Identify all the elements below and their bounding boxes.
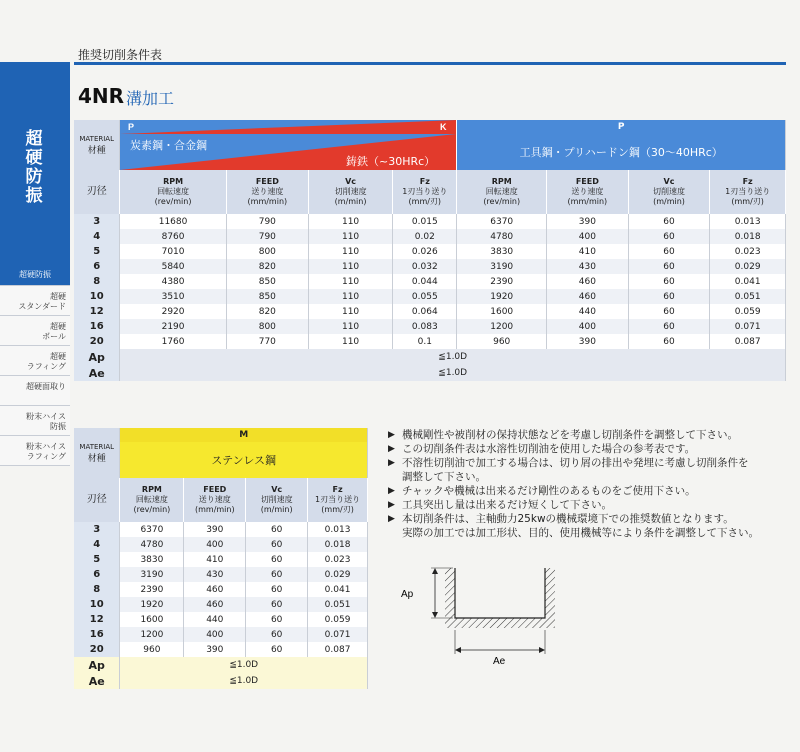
column-header-jp: 1刃当り送り <box>315 495 361 504</box>
ae-row <box>74 365 786 381</box>
value-cell: 850 <box>226 289 308 304</box>
value-cell: 60 <box>628 304 710 319</box>
value-cell: 2190 <box>120 319 226 334</box>
sidebar-item-3[interactable] <box>0 346 70 376</box>
note-text: チャックや機械は出来るだけ剛性のあるものをご使用下さい。 <box>402 485 696 497</box>
sidebar-item-label: 超硬防振 <box>19 270 51 279</box>
sidebar-item-label: 粉末ハイス ラフィング <box>26 442 66 461</box>
table-row <box>74 537 368 552</box>
note-continuation: 実際の加工では加工形状、目的、使用機械等により条件を調整して下さい。 <box>402 527 759 539</box>
bullet-arrow-icon: ▶ <box>388 500 395 510</box>
value-cell: 0.059 <box>308 612 368 627</box>
column-header-unit: (rev/min) <box>133 505 171 514</box>
value-cell: 410 <box>184 552 246 567</box>
value-cell: 0.041 <box>710 274 786 289</box>
value-cell: 770 <box>226 334 308 349</box>
bullet-arrow-icon: ▶ <box>388 486 395 496</box>
column-header-jp: 送り速度 <box>571 187 604 196</box>
column-header-jp: 回転速度 <box>157 187 190 196</box>
note-text: 機械剛性や被削材の保持状態などを考慮し切削条件を調整して下さい。 <box>402 429 738 441</box>
value-cell: 960 <box>120 642 184 657</box>
value-cell: 1200 <box>120 627 184 642</box>
table-row <box>74 244 786 259</box>
value-cell: 0.051 <box>710 289 786 304</box>
value-cell: 3190 <box>457 259 547 274</box>
sidebar-item-5[interactable] <box>0 406 70 436</box>
value-cell: 0.041 <box>308 582 368 597</box>
column-header-unit: (m/min) <box>334 197 367 206</box>
value-cell: 4380 <box>120 274 226 289</box>
value-cell: 390 <box>547 214 629 229</box>
value-cell: 0.055 <box>393 289 457 304</box>
blade-diameter-cell: 12 <box>74 304 120 319</box>
table-row <box>74 214 786 229</box>
code-k-label: K <box>440 122 447 132</box>
value-cell: 0.059 <box>710 304 786 319</box>
value-cell: 60 <box>628 289 710 304</box>
value-cell: 8760 <box>120 229 226 244</box>
value-cell: 790 <box>226 214 308 229</box>
value-cell: 0.023 <box>710 244 786 259</box>
value-cell: 0.032 <box>393 259 457 274</box>
value-cell: 1920 <box>457 289 547 304</box>
value-cell: 1920 <box>120 597 184 612</box>
cutting-conditions-table-p-k <box>74 120 786 381</box>
value-cell: 1600 <box>120 612 184 627</box>
value-cell: 0.1 <box>393 334 457 349</box>
table-row <box>74 567 368 582</box>
value-cell: 460 <box>547 274 629 289</box>
value-cell: 850 <box>226 274 308 289</box>
value-cell: 0.044 <box>393 274 457 289</box>
material-name-stainless: ステンレス鋼 <box>120 442 368 478</box>
sidebar-item-0[interactable] <box>0 260 70 286</box>
value-cell: 2390 <box>120 582 184 597</box>
ae-dimension-label: Ae <box>493 656 506 667</box>
value-cell: 1200 <box>457 319 547 334</box>
value-cell: 820 <box>226 259 308 274</box>
column-header-unit: (mm/min) <box>194 505 235 514</box>
bullet-arrow-icon: ▶ <box>388 430 395 440</box>
column-header <box>308 170 392 214</box>
column-header-en: RPM <box>163 177 184 186</box>
note-item <box>388 512 788 526</box>
value-cell: 0.064 <box>393 304 457 319</box>
value-cell: 790 <box>226 229 308 244</box>
notes-list <box>388 428 788 540</box>
value-cell: 60 <box>628 274 710 289</box>
column-header-unit: (rev/min) <box>483 197 521 206</box>
model-subtitle: 溝加工 <box>126 89 175 108</box>
value-cell: 7010 <box>120 244 226 259</box>
value-cell: 3510 <box>120 289 226 304</box>
value-cell: 110 <box>308 259 392 274</box>
blade-diameter-cell: 20 <box>74 334 120 349</box>
section-title: 推奨切削条件表 <box>78 48 163 62</box>
table-row <box>74 627 368 642</box>
value-cell: 3830 <box>457 244 547 259</box>
bullet-arrow-icon: ▶ <box>388 514 395 524</box>
value-cell: 0.029 <box>308 567 368 582</box>
value-cell: 3830 <box>120 552 184 567</box>
column-header-jp: 1刃当り送り <box>725 187 771 196</box>
material-gradient-bar <box>120 120 456 134</box>
ap-row <box>74 349 786 365</box>
column-header-jp: 回転速度 <box>485 187 518 196</box>
ae-label: Ae <box>74 673 120 689</box>
value-cell: 0.083 <box>393 319 457 334</box>
value-cell: 60 <box>246 612 308 627</box>
column-header-en: RPM <box>141 485 162 494</box>
value-cell: 110 <box>308 244 392 259</box>
column-header-en: RPM <box>491 177 512 186</box>
note-item <box>388 428 788 442</box>
column-header-unit: (m/min) <box>653 197 685 206</box>
value-cell: 0.02 <box>393 229 457 244</box>
material-name-gradient <box>120 134 456 170</box>
bullet-arrow-icon: ▶ <box>388 458 395 468</box>
blade-diameter-cell: 4 <box>74 229 120 244</box>
ae-value: ≦1.0D <box>120 673 368 689</box>
sidebar-item-4[interactable] <box>0 376 70 406</box>
column-header-en: Vc <box>345 177 357 186</box>
value-cell: 460 <box>184 597 246 612</box>
value-cell: 0.018 <box>710 229 786 244</box>
column-header-jp: 切削速度 <box>260 495 293 504</box>
value-cell: 400 <box>547 229 629 244</box>
table-row <box>74 304 786 319</box>
sidebar-item-2[interactable] <box>0 316 70 346</box>
blade-diameter-cell: 10 <box>74 289 120 304</box>
value-cell: 60 <box>246 522 308 537</box>
value-cell: 0.051 <box>308 597 368 612</box>
blade-diameter-cell: 16 <box>74 319 120 334</box>
column-header-en: Fz <box>332 485 343 494</box>
value-cell: 110 <box>308 274 392 289</box>
table-row <box>74 334 786 349</box>
blade-diameter-cell: 5 <box>74 244 120 259</box>
column-header <box>246 478 308 522</box>
column-header-jp: 1刃当り送り <box>402 187 448 196</box>
table-row <box>74 229 786 244</box>
value-cell: 4780 <box>457 229 547 244</box>
column-header-unit: (rev/min) <box>154 197 192 206</box>
blade-diameter-cell: 10 <box>74 597 120 612</box>
value-cell: 110 <box>308 214 392 229</box>
column-header <box>226 170 308 214</box>
value-cell: 11680 <box>120 214 226 229</box>
value-cell: 0.087 <box>308 642 368 657</box>
column-header-unit: (mm/刃) <box>731 197 764 206</box>
sidebar-item-label: 超硬 ラフィング <box>26 352 66 371</box>
value-cell: 60 <box>628 259 710 274</box>
value-cell: 60 <box>628 229 710 244</box>
blade-diameter-header: 刃径 <box>74 170 120 214</box>
material-code-band-left <box>120 120 457 134</box>
column-header <box>308 478 368 522</box>
column-header-unit: (m/min) <box>260 505 293 514</box>
sidebar-category-tab[interactable] <box>0 62 70 260</box>
table-row <box>74 642 368 657</box>
value-cell: 410 <box>547 244 629 259</box>
column-header <box>120 170 226 214</box>
table-row <box>74 552 368 567</box>
value-cell: 6370 <box>120 522 184 537</box>
sidebar-category-char: 硬 <box>25 148 43 168</box>
material-name-cast-iron: 鋳鉄（~30HRc） <box>346 155 436 168</box>
blade-diameter-cell: 5 <box>74 552 120 567</box>
column-header <box>120 478 184 522</box>
note-text: この切削条件表は水溶性切削油を使用した場合の参考表です。 <box>402 443 696 455</box>
note-item <box>388 442 788 456</box>
column-header-unit: (mm/min) <box>247 197 288 206</box>
material-name-tool-steel: 工具鋼・プリハードン鋼（30～40HRc） <box>457 134 786 170</box>
value-cell: 110 <box>308 319 392 334</box>
value-cell: 110 <box>308 304 392 319</box>
value-cell: 2920 <box>120 304 226 319</box>
material-name-carbon-steel: 炭素鋼・合金鋼 <box>130 139 208 152</box>
value-cell: 800 <box>226 319 308 334</box>
material-code-m: M <box>120 428 368 442</box>
note-text: 工具突出し量は出来るだけ短くして下さい。 <box>402 499 612 511</box>
value-cell: 0.071 <box>710 319 786 334</box>
code-p-label: P <box>128 122 135 132</box>
material-label: MATERIAL <box>79 443 115 451</box>
ap-value: ≦1.0D <box>120 349 786 365</box>
value-cell: 60 <box>246 597 308 612</box>
value-cell: 60 <box>628 319 710 334</box>
column-header-jp: 送り速度 <box>198 495 231 504</box>
column-header-unit: (mm/min) <box>567 197 608 206</box>
value-cell: 0.013 <box>308 522 368 537</box>
material-label-jp: 材種 <box>87 454 106 464</box>
value-cell: 0.029 <box>710 259 786 274</box>
value-cell: 0.071 <box>308 627 368 642</box>
value-cell: 60 <box>628 214 710 229</box>
cutting-conditions-table-m <box>74 428 368 689</box>
sidebar-item-label: 超硬面取り <box>26 382 66 391</box>
note-continuation: 調整して下さい。 <box>402 471 486 483</box>
blade-diameter-cell: 3 <box>74 214 120 229</box>
model-code: 4NR <box>78 84 125 108</box>
title-rule <box>74 62 786 65</box>
ae-label: Ae <box>74 365 120 381</box>
material-header-cell <box>74 428 120 478</box>
value-cell: 440 <box>547 304 629 319</box>
value-cell: 110 <box>308 229 392 244</box>
value-cell: 110 <box>308 334 392 349</box>
column-header <box>457 170 547 214</box>
value-cell: 390 <box>184 522 246 537</box>
column-header-jp: 切削速度 <box>334 187 367 196</box>
value-cell: 60 <box>628 334 710 349</box>
value-cell: 960 <box>457 334 547 349</box>
ap-label: Ap <box>74 349 120 365</box>
value-cell: 1600 <box>457 304 547 319</box>
column-header-en: Vc <box>663 177 675 186</box>
note-text: 不溶性切削油で加工する場合は、切り屑の排出や発埋に考慮し切削条件を <box>402 457 749 469</box>
value-cell: 6370 <box>457 214 547 229</box>
note-item <box>388 456 788 470</box>
sidebar <box>0 62 70 466</box>
sidebar-category-char: 振 <box>25 186 43 206</box>
column-header-en: FEED <box>255 177 279 186</box>
value-cell: 60 <box>246 537 308 552</box>
blade-diameter-cell: 8 <box>74 582 120 597</box>
value-cell: 60 <box>246 567 308 582</box>
material-label-jp: 材種 <box>87 146 106 156</box>
table-row <box>74 522 368 537</box>
note-text: 本切削条件は、主軸動力25kwの機械環境下での推奨数値となります。 <box>402 513 734 525</box>
blade-diameter-cell: 12 <box>74 612 120 627</box>
sidebar-category-char: 超 <box>25 129 43 149</box>
value-cell: 430 <box>184 567 246 582</box>
material-name-band-left <box>120 134 457 170</box>
value-cell: 400 <box>184 537 246 552</box>
column-header-en: FEED <box>575 177 599 186</box>
value-cell: 430 <box>547 259 629 274</box>
ap-label: Ap <box>74 657 120 673</box>
blade-diameter-cell: 6 <box>74 259 120 274</box>
blade-diameter-cell: 6 <box>74 567 120 582</box>
column-header-en: Vc <box>271 485 283 494</box>
value-cell: 0.026 <box>393 244 457 259</box>
value-cell: 0.087 <box>710 334 786 349</box>
ap-value: ≦1.0D <box>120 657 368 673</box>
ae-value: ≦1.0D <box>120 365 786 381</box>
note-item <box>388 484 788 498</box>
value-cell: 110 <box>308 289 392 304</box>
table-row <box>74 259 786 274</box>
column-header <box>628 170 710 214</box>
value-cell: 60 <box>246 627 308 642</box>
value-cell: 460 <box>184 582 246 597</box>
table-row <box>74 274 786 289</box>
value-cell: 1760 <box>120 334 226 349</box>
value-cell: 5840 <box>120 259 226 274</box>
bullet-arrow-icon: ▶ <box>388 444 395 454</box>
value-cell: 3190 <box>120 567 184 582</box>
value-cell: 60 <box>246 552 308 567</box>
sidebar-item-label: 超硬 スタンダード <box>18 292 66 311</box>
column-header <box>547 170 629 214</box>
ap-row <box>74 657 368 673</box>
blade-diameter-header: 刃径 <box>74 478 120 522</box>
blade-diameter-cell: 3 <box>74 522 120 537</box>
value-cell: 390 <box>184 642 246 657</box>
value-cell: 60 <box>246 582 308 597</box>
value-cell: 4780 <box>120 537 184 552</box>
sidebar-category-label <box>24 130 44 206</box>
value-cell: 0.023 <box>308 552 368 567</box>
blade-diameter-cell: 20 <box>74 642 120 657</box>
value-cell: 0.013 <box>710 214 786 229</box>
sidebar-item-label: 超硬 ボール <box>42 322 66 341</box>
column-header-en: FEED <box>203 485 227 494</box>
table-row <box>74 319 786 334</box>
table-row <box>74 597 368 612</box>
column-header-jp: 切削速度 <box>653 187 686 196</box>
value-cell: 440 <box>184 612 246 627</box>
table-row <box>74 289 786 304</box>
material-header-cell <box>74 120 120 170</box>
value-cell: 60 <box>628 244 710 259</box>
ae-row <box>74 673 368 689</box>
value-cell: 820 <box>226 304 308 319</box>
groove-diagram <box>395 560 575 670</box>
value-cell: 2390 <box>457 274 547 289</box>
value-cell: 60 <box>246 642 308 657</box>
table-row <box>74 612 368 627</box>
value-cell: 390 <box>547 334 629 349</box>
value-cell: 800 <box>226 244 308 259</box>
blade-diameter-cell: 16 <box>74 627 120 642</box>
column-header-unit: (mm/刃) <box>321 505 354 514</box>
blade-diameter-cell: 4 <box>74 537 120 552</box>
column-header-en: Fz <box>419 177 430 186</box>
value-cell: 0.015 <box>393 214 457 229</box>
value-cell: 0.018 <box>308 537 368 552</box>
sidebar-item-label: 粉末ハイス 防振 <box>26 412 66 431</box>
material-code-band-right: P <box>457 120 786 134</box>
column-header-jp: 回転速度 <box>135 495 168 504</box>
note-item <box>388 498 788 512</box>
sidebar-item-1[interactable] <box>0 286 70 316</box>
sidebar-item-6[interactable] <box>0 436 70 466</box>
column-header-en: Fz <box>742 177 753 186</box>
value-cell: 400 <box>184 627 246 642</box>
table-row <box>74 582 368 597</box>
blade-diameter-cell: 8 <box>74 274 120 289</box>
value-cell: 400 <box>547 319 629 334</box>
material-label: MATERIAL <box>79 135 114 143</box>
column-header <box>393 170 457 214</box>
column-header-unit: (mm/刃) <box>408 197 442 206</box>
ap-dimension-label: Ap <box>401 589 414 600</box>
column-header <box>184 478 246 522</box>
column-header <box>710 170 786 214</box>
column-header-jp: 送り速度 <box>251 187 284 196</box>
value-cell: 460 <box>547 289 629 304</box>
sidebar-category-char: 防 <box>25 167 43 187</box>
